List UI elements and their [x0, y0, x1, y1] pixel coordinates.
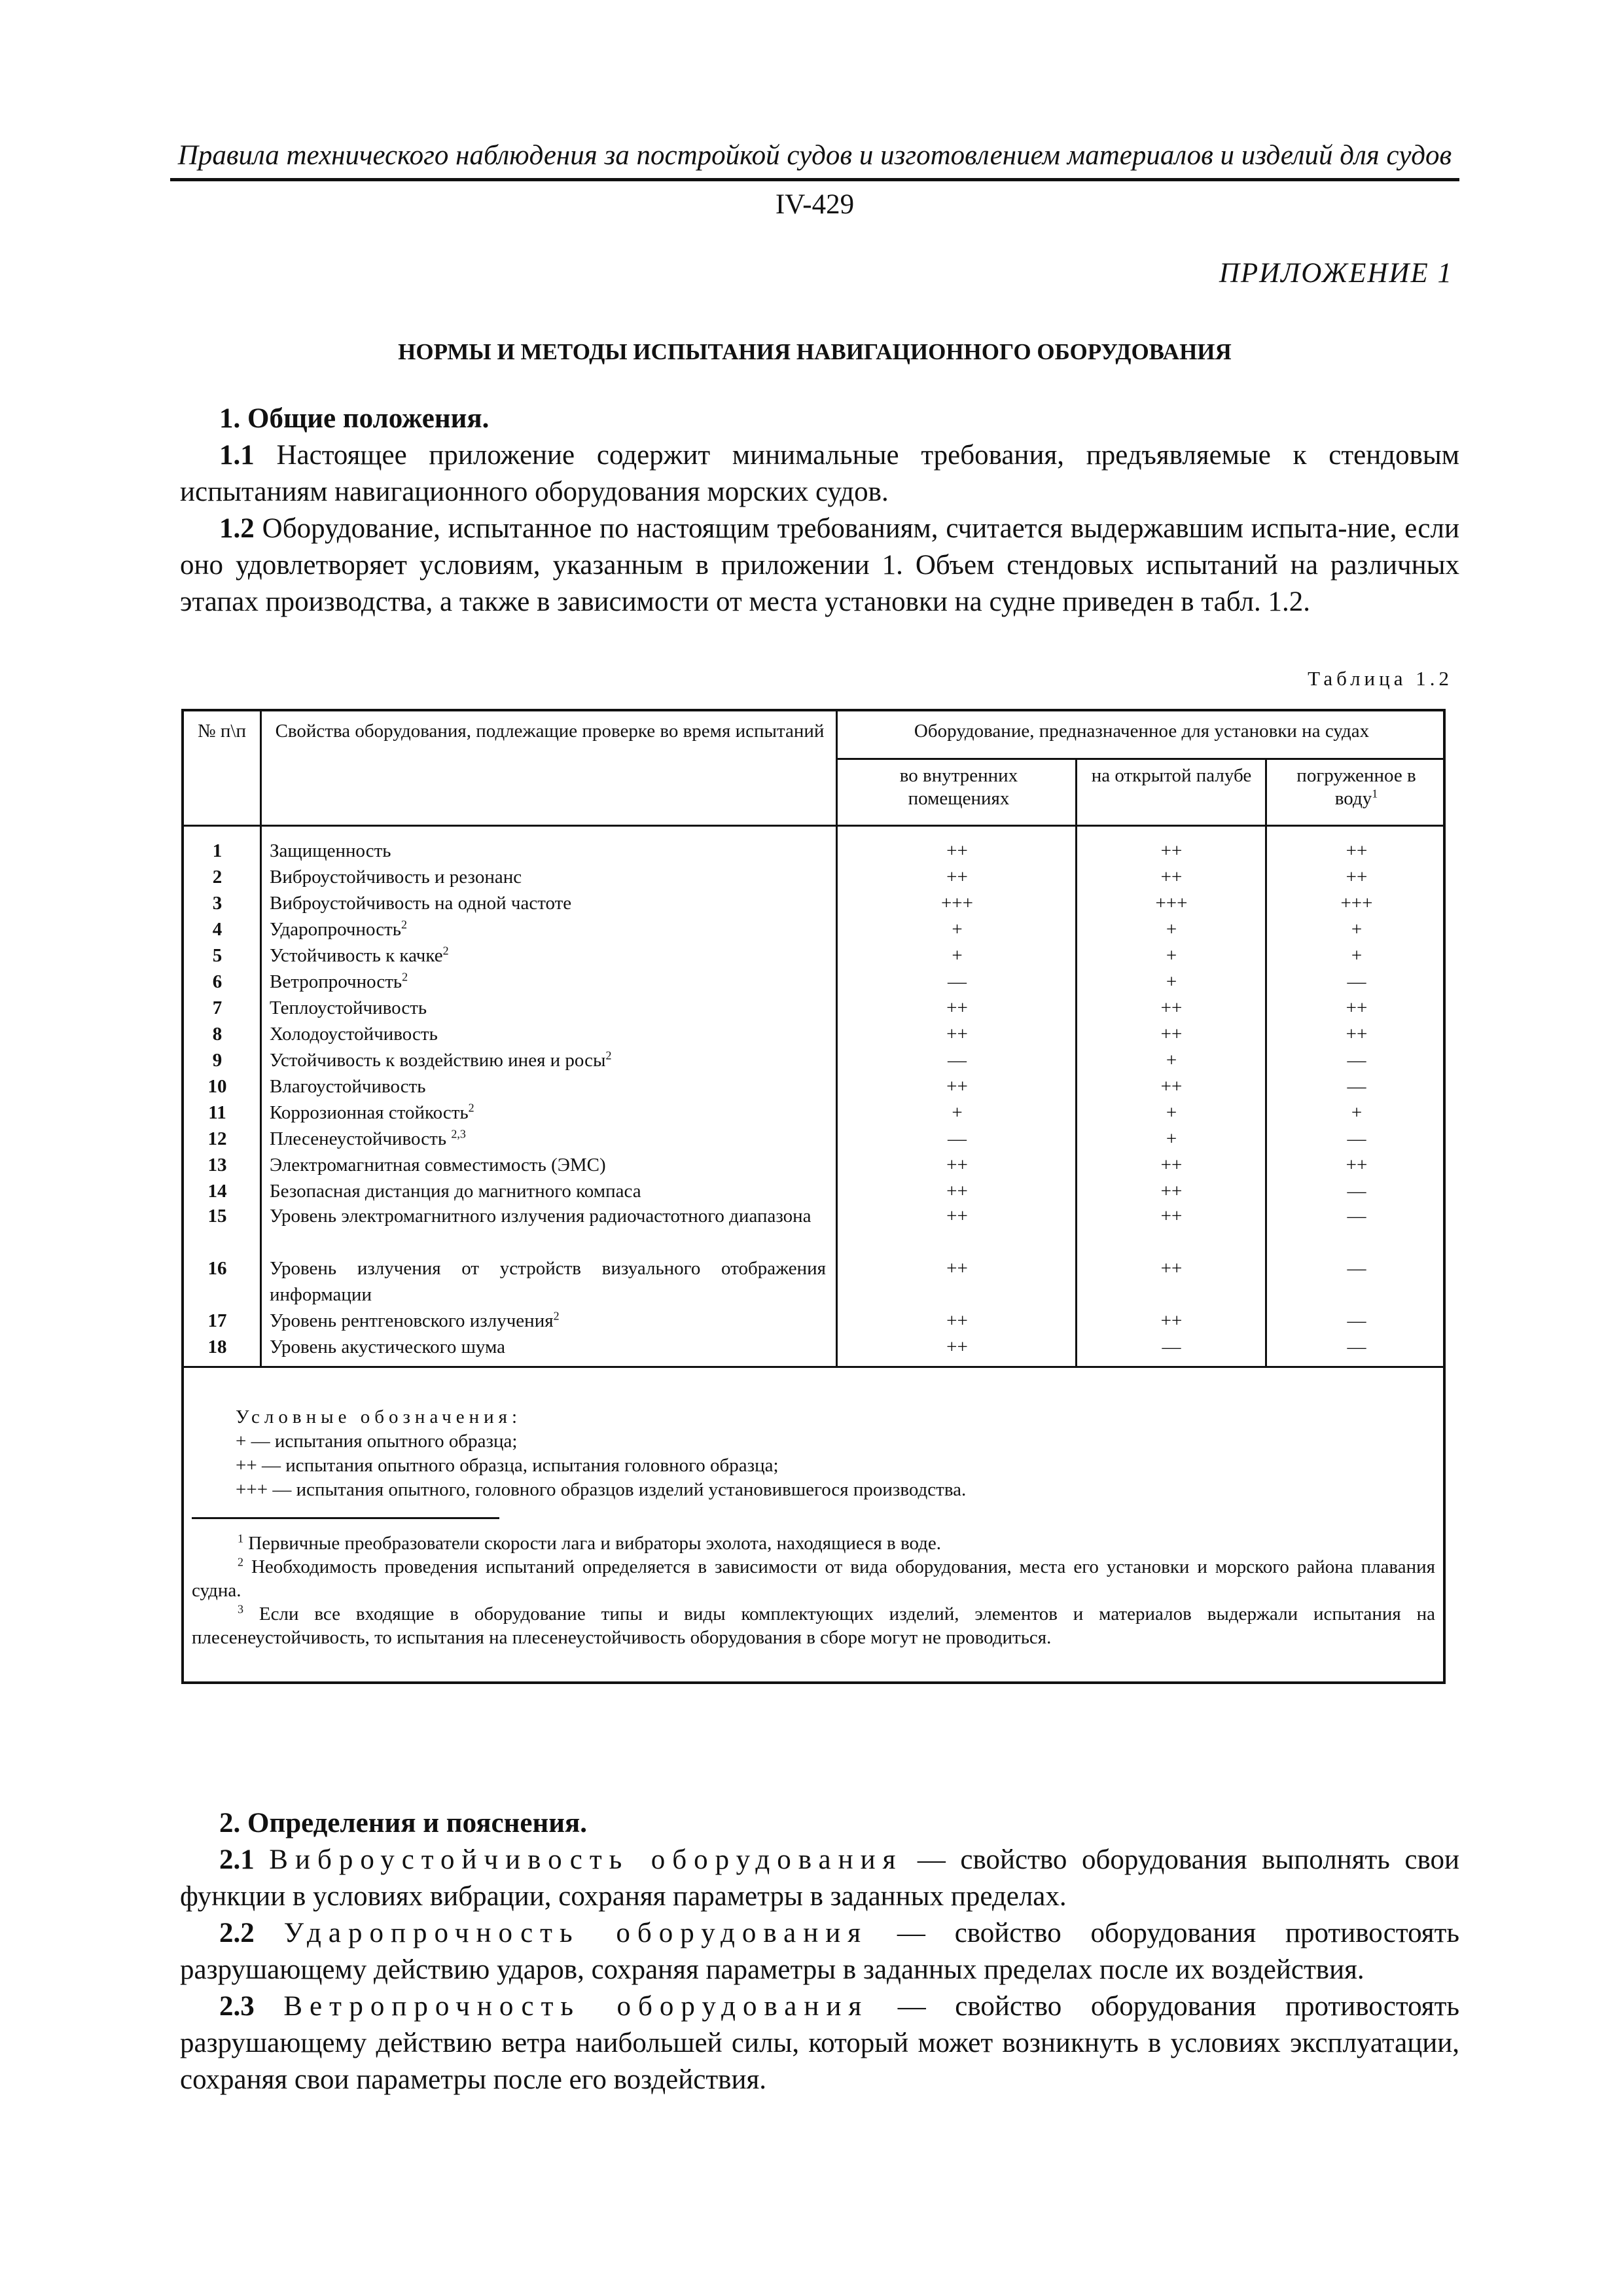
- row-property: [270, 838, 826, 864]
- mark-indoor: ++: [946, 1024, 968, 1045]
- row-property: [270, 942, 826, 969]
- row-number: 10: [207, 1076, 227, 1097]
- row-number: 2: [212, 867, 223, 888]
- footnote-rule: [192, 1517, 499, 1519]
- paragraph-1-1: [180, 437, 1459, 511]
- table-rule: [1075, 758, 1077, 1367]
- header-rule: [170, 178, 1459, 181]
- mark-deck: +: [1166, 971, 1177, 992]
- mark-submerged: —: [1347, 1336, 1366, 1357]
- property-text: Холодоустойчивость: [270, 1024, 438, 1045]
- column-header-number: № п\п: [197, 721, 246, 742]
- table-rule: [181, 1366, 1446, 1368]
- footnote: $^1$ Первичные преобразователи скорости лага и вибраторы эхолота, находящиеся в воде.: [238, 1532, 942, 1554]
- row-property: [270, 1021, 826, 1047]
- row-number: 9: [212, 1050, 223, 1071]
- mark-indoor: +++: [940, 893, 974, 914]
- row-number: 14: [207, 1181, 227, 1202]
- footnote-mark: 2: [401, 918, 407, 931]
- property-text: Виброустойчивость на одной частоте: [270, 893, 572, 914]
- mark-deck: ++: [1160, 1076, 1183, 1097]
- footnote-mark: 2: [238, 1555, 243, 1569]
- paragraph-1-2: [180, 511, 1459, 620]
- mark-indoor: —: [948, 1128, 967, 1149]
- legend-title: Условные обозначения:: [236, 1407, 522, 1427]
- row-property: [270, 1152, 826, 1178]
- table-caption: Таблица 1.2: [1308, 667, 1453, 690]
- mark-indoor: ++: [946, 1076, 968, 1097]
- footnote-mark: 1: [1372, 787, 1378, 800]
- row-property: [270, 1203, 826, 1229]
- mark-deck: ++: [1160, 1258, 1183, 1279]
- mark-deck: +: [1166, 1102, 1177, 1123]
- mark-deck: ++: [1160, 997, 1183, 1018]
- row-property: [270, 1334, 826, 1360]
- mark-submerged: ++: [1346, 867, 1368, 888]
- mark-submerged: —: [1347, 1076, 1366, 1097]
- paragraph-text: Настоящее приложение содержит минимальные требования, предъявляемые к стендовым испытаниям навигационного оборудования морских судов.: [180, 440, 1459, 507]
- row-number: 6: [212, 971, 223, 992]
- mark-indoor: ++: [946, 1206, 968, 1227]
- mark-submerged: ++: [1346, 997, 1368, 1018]
- mark-deck: +: [1166, 1050, 1177, 1071]
- mark-indoor: ++: [946, 1258, 968, 1279]
- mark-submerged: ++: [1346, 1024, 1368, 1045]
- footnote-mark: 2: [605, 1049, 612, 1062]
- paragraph-number: 2.3: [219, 1991, 255, 2022]
- row-number: 7: [212, 997, 223, 1018]
- property-text: Уровень рентгеновского излучения: [270, 1310, 554, 1331]
- row-property: [270, 1308, 826, 1334]
- footnote: $^3$ Если все входящие в оборудование типы и виды комплектующих изделий, элементов и материалов выдержали испытания на плесенеустойчивость, то испытания на плесенеустойчивость оборудования в сборе могут не проводиться.: [192, 1602, 1435, 1648]
- row-number: 5: [212, 945, 223, 966]
- mark-indoor: —: [948, 1050, 967, 1071]
- footnote-mark: 2: [402, 970, 408, 984]
- mark-submerged: —: [1347, 1050, 1366, 1071]
- row-number: 18: [207, 1336, 227, 1357]
- mark-indoor: ++: [946, 840, 968, 861]
- mark-deck: ++: [1160, 1181, 1183, 1202]
- row-property: [270, 1047, 826, 1073]
- property-text: Влагоустойчивость: [270, 1076, 426, 1097]
- mark-submerged: —: [1347, 1128, 1366, 1149]
- row-number: 1: [212, 840, 223, 861]
- row-property: [270, 1178, 826, 1204]
- page-number: IV-429: [775, 189, 855, 220]
- paragraph-number: 1.1: [219, 440, 255, 471]
- definition-2-3: 2.3 Ветропрочность оборудования — свойство оборудования противостоять разрушающему действию ветра наибольшей силы, который может возникнуть в условиях эксплуатации, сохраняя свои параметры после его воздействия.: [180, 1991, 1459, 2095]
- paragraph-number: 2.2: [219, 1918, 255, 1948]
- mark-indoor: ++: [946, 1336, 968, 1357]
- column-header-deck: на открытой палубе: [1091, 765, 1252, 786]
- row-property: [270, 1255, 826, 1308]
- footnote-mark: 2: [553, 1309, 560, 1323]
- mark-submerged: ++: [1346, 840, 1368, 861]
- mark-indoor: ++: [946, 997, 968, 1018]
- defined-term: Ударопрочность оборудования: [283, 1918, 868, 1948]
- row-number: 15: [207, 1206, 227, 1227]
- column-header-indoor: во внутренних помещениях: [899, 765, 1018, 809]
- table-rule: [836, 709, 838, 1367]
- row-property: [270, 995, 826, 1021]
- mark-submerged: —: [1347, 1310, 1366, 1331]
- definition-2-2: 2.2 Ударопрочность оборудования — свойство оборудования противостоять разрушающему действию ударов, сохраняя параметры в заданных пределах после их воздействия.: [180, 1918, 1459, 1985]
- row-number: 4: [212, 919, 223, 940]
- row-property: [270, 1073, 826, 1100]
- row-property: [270, 890, 826, 916]
- property-text: Теплоустойчивость: [270, 997, 427, 1018]
- table-rule: [1265, 758, 1267, 1367]
- row-number: 16: [207, 1258, 227, 1279]
- mark-submerged: +: [1351, 1102, 1363, 1123]
- row-property: [270, 1126, 826, 1152]
- property-text: Уровень акустического шума: [270, 1336, 506, 1357]
- mark-deck: +: [1166, 945, 1177, 966]
- section-2-heading: 2. Определения и пояснения.: [219, 1808, 588, 1839]
- footnote-mark: 2,3: [451, 1127, 466, 1141]
- section-1: [180, 401, 1459, 620]
- mark-deck: ++: [1160, 1155, 1183, 1175]
- mark-indoor: +: [952, 945, 963, 966]
- row-property: [270, 969, 826, 995]
- mark-deck: ++: [1160, 1024, 1183, 1045]
- property-text: Виброустойчивость и резонанс: [270, 867, 522, 888]
- footnote-mark: 1: [238, 1532, 243, 1545]
- property-text: Коррозионная стойкость: [270, 1102, 469, 1123]
- footnote-mark: 2: [442, 944, 449, 958]
- mark-deck: +: [1166, 1128, 1177, 1149]
- table-rule: [838, 758, 1446, 760]
- mark-indoor: +: [952, 919, 963, 940]
- footnote-mark: 3: [238, 1602, 243, 1616]
- mark-deck: ++: [1160, 1206, 1183, 1227]
- mark-submerged: +: [1351, 919, 1363, 940]
- mark-deck: ++: [1160, 1310, 1183, 1331]
- running-header: Правила технического наблюдения за постройкой судов и изготовлением материалов и изделий для судов: [177, 140, 1452, 171]
- row-number: 11: [208, 1102, 226, 1123]
- mark-indoor: +: [952, 1102, 963, 1123]
- footnote-mark: 2: [468, 1101, 474, 1115]
- mark-submerged: —: [1347, 971, 1366, 992]
- paragraph-text: Оборудование, испытанное по настоящим требованиям, считается выдержавшим испыта-ние, если оно удовлетворяет условиям, указанным в приложении 1. Объем стендовых испытаний на различных этапах производства, а также в зависимости от места установки на судне приведен в табл. 1.2.: [180, 513, 1459, 617]
- property-text: Уровень излучения от устройств визуального отображения информации: [270, 1258, 826, 1305]
- legend-item: +++ — испытания опытного, головного образцов изделий установившегося производства.: [236, 1479, 967, 1500]
- footnote: $^2$ Необходимость проведения испытаний определяется в зависимости от вида оборудования, места его установки и морского района плавания судна.: [192, 1555, 1435, 1601]
- mark-deck: —: [1162, 1336, 1181, 1357]
- mark-submerged: ++: [1346, 1155, 1368, 1175]
- defined-term: Ветропрочность оборудования: [283, 1991, 869, 2022]
- mark-submerged: +: [1351, 945, 1363, 966]
- row-property: [270, 864, 826, 890]
- property-text: Плесенеустойчивость: [270, 1128, 452, 1149]
- property-text: Защищенность: [270, 840, 391, 861]
- property-text: Уровень электромагнитного излучения радиочастотного диапазона: [270, 1206, 812, 1227]
- property-text: Ветропрочность: [270, 971, 402, 992]
- table-rule: [181, 825, 1446, 827]
- mark-deck: +: [1166, 919, 1177, 940]
- paragraph-number: 2.1: [219, 1844, 255, 1875]
- row-property: [270, 916, 826, 942]
- mark-indoor: ++: [946, 1310, 968, 1331]
- mark-submerged: +++: [1340, 893, 1373, 914]
- defined-term: Виброустойчивость оборудования: [269, 1844, 903, 1875]
- paragraph-number: 1.2: [219, 513, 255, 544]
- section-1-heading: 1. Общие положения.: [219, 403, 490, 434]
- mark-deck: ++: [1160, 867, 1183, 888]
- row-number: 13: [207, 1155, 227, 1175]
- property-text: Устойчивость к воздействию инея и росы: [270, 1050, 606, 1071]
- mark-indoor: ++: [946, 867, 968, 888]
- legend: [236, 1405, 1414, 1502]
- definition-2-1: 2.1 Виброустойчивость оборудования — свойство оборудования выполнять свои функции в условиях вибрации, сохраняя параметры в заданных пределах.: [180, 1844, 1459, 1912]
- mark-submerged: —: [1347, 1181, 1366, 1202]
- row-number: 8: [212, 1024, 223, 1045]
- mark-indoor: —: [948, 971, 967, 992]
- row-number: 12: [207, 1128, 227, 1149]
- mark-submerged: —: [1347, 1258, 1366, 1279]
- row-number: 17: [207, 1310, 227, 1331]
- mark-indoor: ++: [946, 1155, 968, 1175]
- property-text: Ударопрочность: [270, 919, 401, 940]
- row-number: 3: [212, 893, 223, 914]
- legend-item: + — испытания опытного образца;: [236, 1431, 518, 1452]
- column-header-submerged: погруженное в воду$^1$: [1296, 765, 1416, 809]
- appendix-label: ПРИЛОЖЕНИЕ 1: [1219, 258, 1453, 289]
- property-text: Безопасная дистанция до магнитного компаса: [270, 1181, 641, 1202]
- property-text: Устойчивость к качке: [270, 945, 443, 966]
- legend-item: ++ — испытания опытного образца, испытания головного образца;: [236, 1455, 779, 1476]
- document-title: НОРМЫ И МЕТОДЫ ИСПЫТАНИЯ НАВИГАЦИОННОГО ОБОРУДОВАНИЯ: [398, 339, 1232, 365]
- mark-deck: ++: [1160, 840, 1183, 861]
- property-text: Электромагнитная совместимость (ЭМС): [270, 1155, 606, 1175]
- row-property: [270, 1100, 826, 1126]
- mark-submerged: —: [1347, 1206, 1366, 1227]
- section-2: [180, 1805, 1459, 2098]
- column-header-group: Оборудование, предназначенное для установки на судах: [914, 721, 1370, 742]
- mark-indoor: ++: [946, 1181, 968, 1202]
- mark-deck: +++: [1155, 893, 1188, 914]
- column-header-property: Свойства оборудования, подлежащие проверке во время испытаний: [275, 721, 825, 742]
- table-rule: [260, 709, 262, 1367]
- footnotes: [192, 1532, 1435, 1649]
